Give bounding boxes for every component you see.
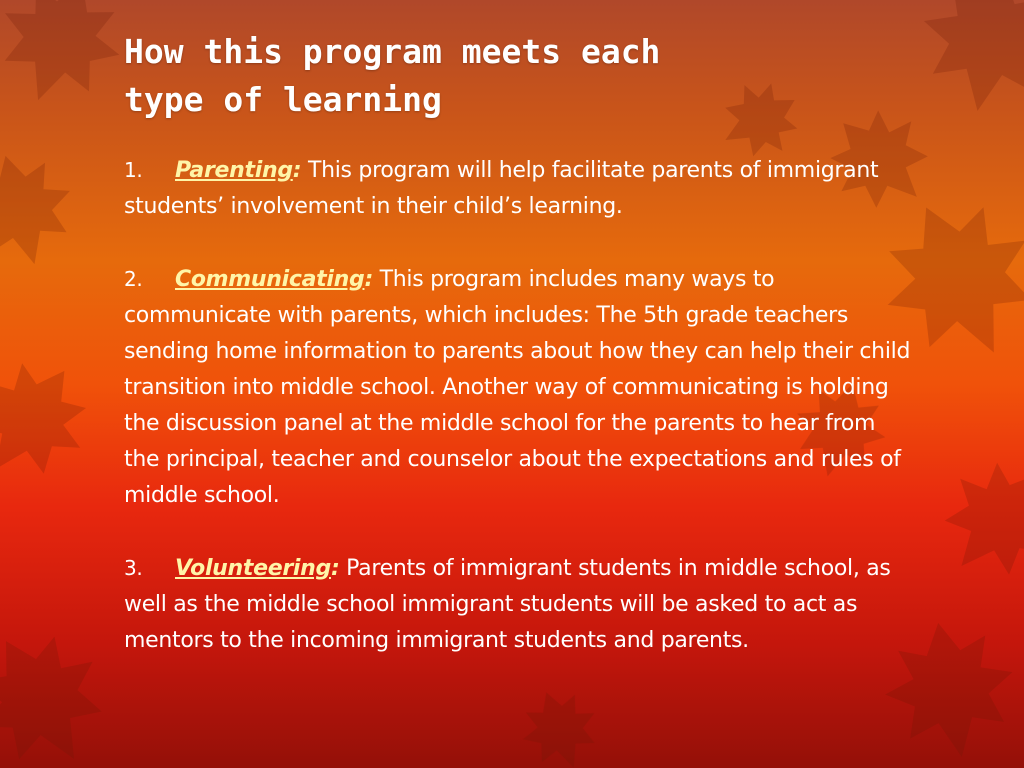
item-colon: : (364, 267, 373, 292)
list-item-volunteering (124, 550, 914, 659)
item-colon: : (292, 158, 302, 183)
item-term: Volunteering (175, 556, 331, 581)
item-number: 1. (124, 158, 143, 182)
item-number: 3. (124, 556, 143, 580)
item-term: Parenting (175, 158, 293, 183)
item-term: Communicating (175, 267, 365, 292)
title-line-1: How this program meets each (124, 32, 661, 71)
slide-title (124, 28, 824, 124)
slide-body (124, 152, 914, 695)
item-text: This program will help facilitate parents of immigrant students’ involvement in their child’s learning. (124, 158, 879, 219)
item-number: 2. (124, 267, 143, 291)
item-text: This program includes many ways to communicate with parents, which includes: The 5th grade teachers sending home information to parents about how they can help their child transition into middle school. Another way of communicating is holding the discussion panel at the middle school for the parents to hear from the principal, teacher and counselor about the expectations and rules of middle school. (124, 267, 911, 508)
list-item-parenting (124, 152, 914, 225)
item-text: Parents of immigrant students in middle school, as well as the middle school immigrant students will be asked to act as mentors to the incoming immigrant students and parents. (124, 556, 891, 653)
title-line-2: type of learning (124, 80, 442, 119)
item-colon: : (330, 556, 340, 581)
list-item-communicating (124, 261, 914, 514)
